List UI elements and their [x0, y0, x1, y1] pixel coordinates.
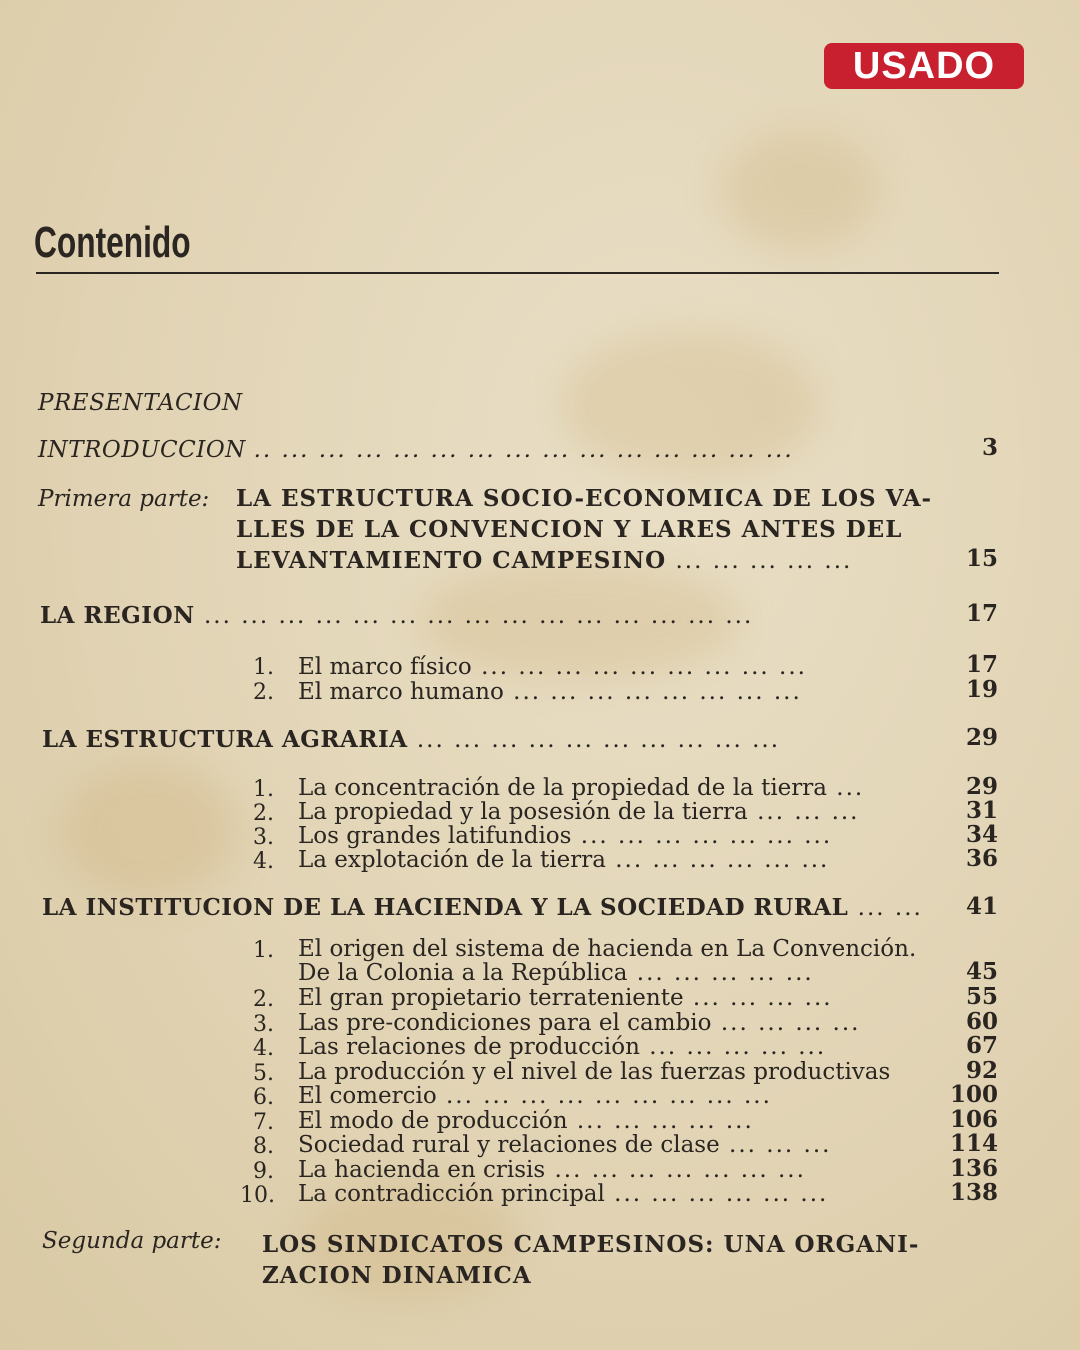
- leader-dots: ... ... ... ... ... ... ... ... ...: [471, 654, 807, 680]
- used-badge: USADO: [824, 43, 1024, 89]
- section-label: LA REGION: [40, 602, 195, 629]
- leader-dots: ... ... ... ...: [711, 1010, 861, 1036]
- item-number: 8.: [253, 1134, 274, 1159]
- part-title-segunda: [262, 1229, 919, 1291]
- toc-item: La hacienda en crisis ... ... ... ... ... ... ...: [298, 1157, 806, 1183]
- toc-item: El comercio ... ... ... ... ... ... ... ... ...: [298, 1083, 772, 1109]
- toc-section-hacienda: [42, 894, 923, 921]
- item-number: 4.: [253, 1036, 274, 1061]
- toc-item: Los grandes latifundios ... ... ... ... ... ... ...: [298, 823, 833, 849]
- item-number: 2.: [253, 801, 274, 826]
- section-label: LA ESTRUCTURA AGRARIA: [42, 726, 408, 753]
- toc-item: De la Colonia a la República ... ... ... ... ...: [298, 960, 814, 986]
- leader-dots: ... ... ... ... ... ... ...: [545, 1157, 806, 1183]
- toc-section-agraria: [42, 726, 780, 753]
- leader-dots: ... ... ... ... ... ...: [604, 1181, 829, 1207]
- toc-item: El modo de producción ... ... ... ... ...: [298, 1108, 754, 1134]
- toc-section-region: [40, 602, 753, 629]
- toc-item: La propiedad y la posesión de la tierra ... ... ...: [298, 799, 860, 825]
- leader-dots: ... ... ... ... ... ... ... ...: [503, 679, 802, 705]
- leader-dots: ... ... ... ... ... ...: [605, 847, 830, 873]
- toc-page-number: 17: [965, 600, 998, 627]
- toc-page-number: 100: [949, 1081, 998, 1108]
- toc-item: La producción y el nivel de las fuerzas productivas: [298, 1059, 891, 1085]
- toc-page-number: 15: [965, 545, 998, 572]
- leader-dots: ... ... ... ... ... ... ...: [571, 823, 833, 849]
- part-title-primera: [236, 483, 932, 577]
- leader-dots: ... ... ... ... ...: [627, 960, 814, 986]
- item-number: 1.: [253, 938, 274, 963]
- part-label-primera: Primera parte:: [38, 486, 210, 512]
- leader-dots: .. ... ... ... ... ... ... ... ... ... ... ... ... ... ...: [253, 437, 794, 463]
- leader-dots: ... ... ... ...: [683, 985, 833, 1011]
- toc-item: La concentración de la propiedad de la tierra ...: [298, 775, 865, 801]
- section-label: LA INSTITUCION DE LA HACIENDA Y LA SOCIEDAD RURAL: [42, 894, 849, 921]
- toc-page-number: 67: [965, 1032, 998, 1059]
- part-title-line: LOS SINDICATOS CAMPESINOS: UNA ORGANI-: [262, 1231, 920, 1258]
- toc-item: Las pre-condiciones para el cambio ... ... ... ...: [298, 1010, 861, 1036]
- toc-page-number: 31: [965, 797, 998, 824]
- title-rule: [36, 272, 999, 274]
- toc-item: El marco físico ... ... ... ... ... ... ... ... ...: [298, 654, 807, 680]
- page-title: Contenido: [34, 218, 191, 267]
- part-title-line: LLES DE LA CONVENCION Y LARES ANTES DEL: [236, 516, 903, 543]
- toc-page-number: 19: [965, 676, 998, 703]
- part-title-line: ZACION DINAMICA: [262, 1262, 532, 1289]
- toc-page-number: 41: [965, 893, 998, 920]
- item-number: 2.: [253, 987, 274, 1012]
- toc-item: La contradicción principal ... ... ... ... ... ...: [298, 1181, 829, 1207]
- item-number: 1.: [253, 655, 274, 680]
- toc-page-number: 36: [965, 845, 998, 872]
- part-label-segunda: Segunda parte:: [42, 1228, 222, 1254]
- item-number: 7.: [253, 1110, 274, 1135]
- leader-dots: ... ...: [848, 895, 923, 921]
- toc-item: La explotación de la tierra ... ... ... ... ... ...: [298, 847, 830, 873]
- toc-item: El marco humano ... ... ... ... ... ... ... ...: [298, 679, 802, 705]
- toc-item: El gran propietario terrateniente ... ... ... ...: [298, 985, 833, 1011]
- leader-dots: ... ... ...: [747, 799, 860, 825]
- toc-introduccion: [38, 437, 794, 463]
- item-number: 10.: [240, 1183, 275, 1208]
- toc-page-number: 29: [965, 724, 998, 751]
- toc-page-number: 106: [949, 1106, 998, 1133]
- toc-page-number: 114: [949, 1130, 998, 1157]
- leader-dots: ... ... ... ... ...: [639, 1034, 827, 1060]
- item-number: 3.: [253, 825, 274, 850]
- part-title-line: LEVANTAMIENTO CAMPESINO ... ... ... ... ...: [236, 547, 853, 574]
- item-number: 9.: [253, 1159, 274, 1184]
- part-title-line: LA ESTRUCTURA SOCIO-ECONOMICA DE LOS VA-: [236, 485, 933, 512]
- toc-page-number: 3: [981, 434, 998, 461]
- toc-page-number: 29: [965, 773, 998, 800]
- toc-page-number: 17: [965, 651, 998, 678]
- leader-dots: ... ... ...: [719, 1132, 832, 1158]
- toc-page-number: 92: [965, 1057, 998, 1084]
- item-number: 6.: [253, 1085, 274, 1110]
- toc-item: El origen del sistema de hacienda en La Convención.: [298, 936, 917, 962]
- toc-page-number: 136: [949, 1155, 998, 1182]
- toc-item: Las relaciones de producción ... ... ... ... ...: [298, 1034, 827, 1060]
- toc-page-number: 60: [965, 1008, 998, 1035]
- leader-dots: ... ... ... ... ...: [666, 548, 853, 574]
- item-number: 2.: [253, 680, 274, 705]
- leader-dots: ... ... ... ... ... ... ... ... ...: [436, 1083, 772, 1109]
- item-number: 3.: [253, 1012, 274, 1037]
- item-number: 4.: [253, 849, 274, 874]
- toc-item: Sociedad rural y relaciones de clase ... ... ...: [298, 1132, 832, 1158]
- toc-page-number: 55: [965, 983, 998, 1010]
- toc-presentacion: PRESENTACION: [38, 390, 243, 416]
- leader-dots: ... ... ... ... ... ... ... ... ... ...: [407, 727, 781, 753]
- leader-dots: ... ... ... ... ... ... ... ... ... ... ... ... ... ... ...: [194, 603, 754, 629]
- toc-page-number: 138: [949, 1179, 998, 1206]
- paper-stain: [720, 130, 880, 250]
- toc-introduccion-label: INTRODUCCION: [38, 437, 246, 463]
- item-number: 1.: [253, 777, 274, 802]
- item-number: 5.: [253, 1061, 274, 1086]
- toc-page-number: 45: [965, 958, 998, 985]
- toc-page-number: 34: [965, 821, 998, 848]
- paper-stain: [60, 760, 240, 900]
- leader-dots: ...: [827, 775, 865, 801]
- leader-dots: ... ... ... ... ...: [567, 1108, 754, 1134]
